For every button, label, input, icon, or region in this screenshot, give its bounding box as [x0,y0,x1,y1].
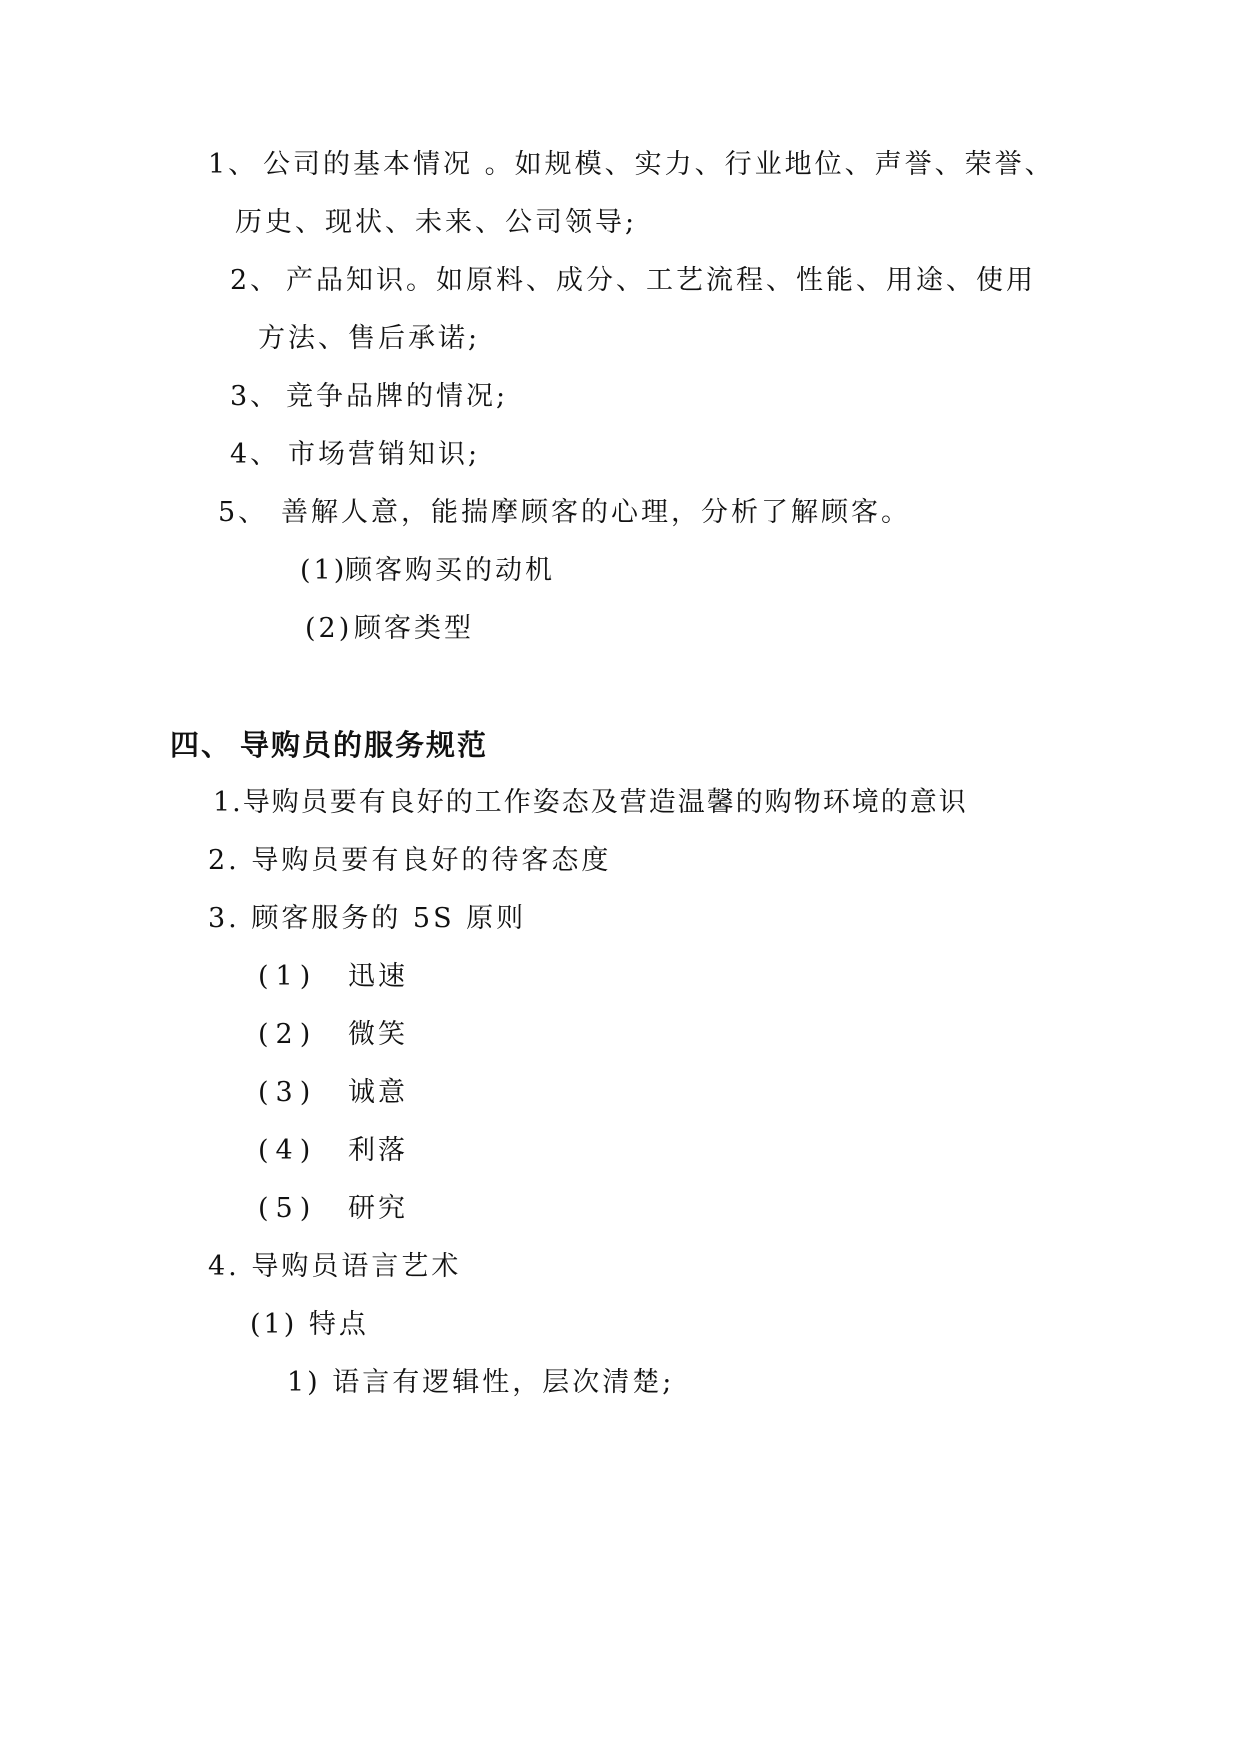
item-text: 2. 导购员要有良好的待客态度 [208,845,612,876]
item-number: (2) [305,613,353,644]
item-text: 诚意 [348,1077,408,1108]
sub-sub-list-item [287,1366,674,1400]
item-number: 1、 [208,149,259,180]
list-item [208,902,526,936]
section-heading [170,728,488,762]
list-item [230,264,1036,298]
list-item-continuation [258,322,480,356]
item-text: 顾客购买的动机 [345,555,555,586]
heading-text: 导购员的服务规范 [240,728,489,762]
list-item-continuation [235,206,637,240]
sub-list-item [300,554,555,588]
item-number: 5、 [218,497,269,528]
sub-list-item [258,1076,408,1110]
sub-list-item [258,960,408,994]
item-number: 3、 [230,381,281,412]
list-item [208,1250,461,1284]
item-text: 方法、售后承诺; [258,323,481,354]
list-item [208,844,611,878]
item-number: (1) [300,555,348,586]
list-item [208,148,1055,182]
item-text: 历史、现状、未来、公司领导; [235,207,638,238]
item-text: 4. 导购员语言艺术 [208,1251,462,1282]
list-item [230,380,508,414]
list-item [230,438,480,472]
heading-number: 四、 [170,728,233,762]
item-text: 市场营销知识; [288,439,481,470]
item-text: (1) 特点 [250,1309,369,1340]
item-text: 竞争品牌的情况; [286,381,509,412]
sub-list-item [258,1192,408,1226]
item-text: 研究 [348,1193,408,1224]
list-item [218,496,911,530]
item-number: 2、 [230,265,281,296]
item-text: 1.导购员要有良好的工作姿态及营造温馨的购物环境的意识 [213,787,968,818]
item-number: (3) [258,1077,318,1108]
item-text: 迅速 [348,961,408,992]
item-text: 利落 [348,1135,408,1166]
item-text: 1) 语言有逻辑性，层次清楚; [287,1367,675,1398]
item-number: (5) [258,1193,318,1224]
item-number: (4) [258,1135,318,1166]
sub-list-item [258,1018,408,1052]
item-text: 善解人意，能揣摩顾客的心理，分析了解顾客。 [281,497,911,528]
item-text: 3. 顾客服务的 5S 原则 [208,903,527,934]
item-text: 产品知识。如原料、成分、工艺流程、性能、用途、使用 [286,265,1036,296]
item-number: (1) [258,961,318,992]
item-number: (2) [258,1019,318,1050]
sub-list-item [258,1134,408,1168]
sub-list-item [305,612,474,646]
item-number: 4、 [230,439,281,470]
item-text: 公司的基本情况 。如规模、实力、行业地位、声誉、荣誉、 [263,149,1055,180]
list-item [213,786,968,820]
item-text: 顾客类型 [354,613,474,644]
sub-list-item [250,1308,369,1342]
item-text: 微笑 [348,1019,408,1050]
